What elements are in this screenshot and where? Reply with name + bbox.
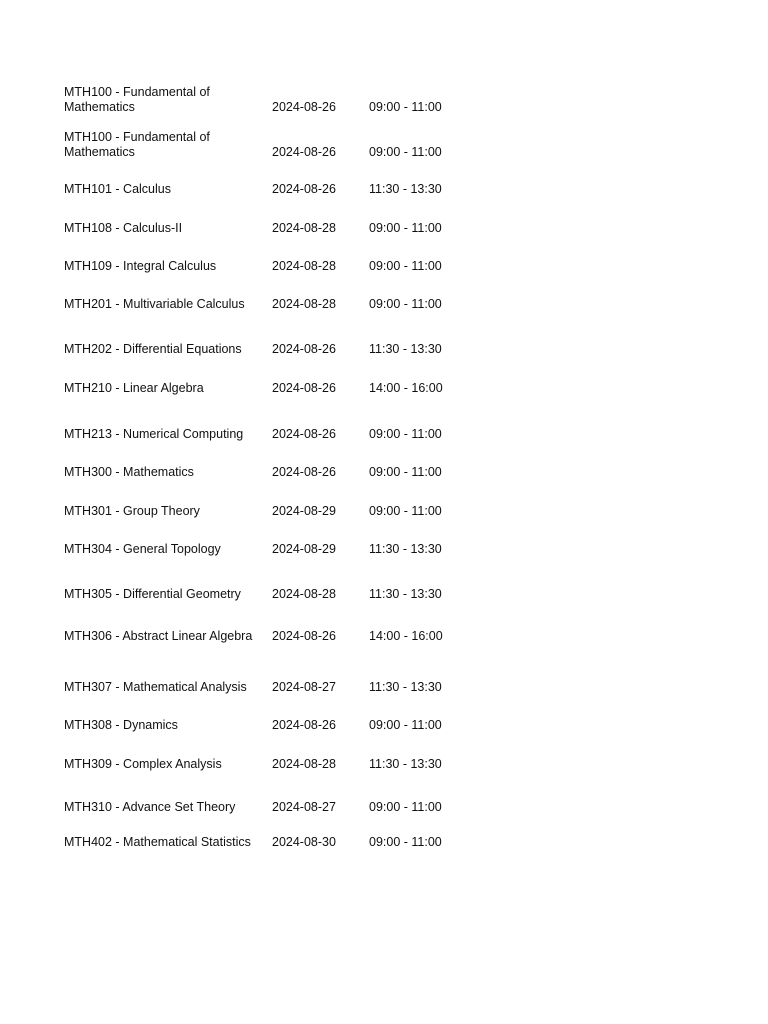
table-row <box>0 182 768 197</box>
exam-date: 2024-08-26 <box>272 145 336 159</box>
course-name: MTH109 - Integral Calculus <box>64 259 217 273</box>
exam-date: 2024-08-26 <box>272 342 336 356</box>
exam-time: 11:30 - 13:30 <box>369 587 442 601</box>
exam-time: 09:00 - 11:00 <box>369 427 442 441</box>
table-row <box>0 427 768 442</box>
course-name: MTH402 - Mathematical Statistics <box>64 835 251 849</box>
exam-date: 2024-08-26 <box>272 718 336 732</box>
exam-time: 09:00 - 11:00 <box>369 718 442 732</box>
table-row <box>0 587 768 602</box>
exam-time: 11:30 - 13:30 <box>369 757 442 771</box>
table-row <box>0 542 768 557</box>
table-row <box>0 800 768 815</box>
exam-date: 2024-08-28 <box>272 221 336 235</box>
exam-date: 2024-08-26 <box>272 381 336 395</box>
course-name: MTH100 - Fundamental of Mathematics <box>64 85 210 114</box>
exam-time: 09:00 - 11:00 <box>369 465 442 479</box>
exam-date: 2024-08-26 <box>272 100 336 114</box>
course-name: MTH305 - Differential Geometry <box>64 587 241 601</box>
course-name: MTH210 - Linear Algebra <box>64 381 204 395</box>
exam-date: 2024-08-27 <box>272 680 336 694</box>
table-row <box>0 465 768 480</box>
course-name: MTH201 - Multivariable Calculus <box>64 297 245 311</box>
exam-time: 14:00 - 16:00 <box>369 381 443 395</box>
exam-date: 2024-08-27 <box>272 800 336 814</box>
course-name: MTH100 - Fundamental of Mathematics <box>64 130 210 159</box>
exam-date: 2024-08-28 <box>272 757 336 771</box>
exam-time: 11:30 - 13:30 <box>369 182 442 196</box>
course-name: MTH304 - General Topology <box>64 542 221 556</box>
exam-time: 09:00 - 11:00 <box>369 504 442 518</box>
course-name: MTH202 - Differential Equations <box>64 342 242 356</box>
exam-time: 09:00 - 11:00 <box>369 835 442 849</box>
exam-date: 2024-08-26 <box>272 182 336 196</box>
table-row <box>0 680 768 695</box>
table-row <box>0 297 768 312</box>
exam-date: 2024-08-29 <box>272 504 336 518</box>
exam-time: 14:00 - 16:00 <box>369 629 443 643</box>
course-name: MTH101 - Calculus <box>64 182 171 196</box>
exam-date: 2024-08-29 <box>272 542 336 556</box>
course-name: MTH213 - Numerical Computing <box>64 427 244 441</box>
exam-date: 2024-08-30 <box>272 835 336 849</box>
exam-date: 2024-08-28 <box>272 259 336 273</box>
course-name: MTH108 - Calculus-II <box>64 221 183 235</box>
exam-time: 11:30 - 13:30 <box>369 342 442 356</box>
exam-time: 09:00 - 11:00 <box>369 800 442 814</box>
exam-date: 2024-08-26 <box>272 465 336 479</box>
exam-time: 11:30 - 13:30 <box>369 680 442 694</box>
table-row <box>0 221 768 236</box>
exam-time: 09:00 - 11:00 <box>369 145 442 159</box>
course-name: MTH306 - Abstract Linear Algebra <box>64 629 253 643</box>
course-name: MTH309 - Complex Analysis <box>64 757 222 771</box>
exam-time: 09:00 - 11:00 <box>369 221 442 235</box>
table-row <box>0 629 768 644</box>
course-name: MTH301 - Group Theory <box>64 504 200 518</box>
table-row <box>0 835 768 850</box>
table-row <box>0 718 768 733</box>
course-name: MTH300 - Mathematics <box>64 465 194 479</box>
exam-time: 11:30 - 13:30 <box>369 542 442 556</box>
exam-time: 09:00 - 11:00 <box>369 297 442 311</box>
table-row <box>0 84 768 115</box>
table-row <box>0 381 768 396</box>
table-row <box>0 504 768 519</box>
table-row <box>0 129 768 160</box>
exam-time: 09:00 - 11:00 <box>369 259 442 273</box>
exam-time: 09:00 - 11:00 <box>369 100 442 114</box>
table-row <box>0 259 768 274</box>
exam-date: 2024-08-28 <box>272 587 336 601</box>
course-name: MTH308 - Dynamics <box>64 718 178 732</box>
exam-date: 2024-08-28 <box>272 297 336 311</box>
exam-date: 2024-08-26 <box>272 629 336 643</box>
exam-date: 2024-08-26 <box>272 427 336 441</box>
table-row <box>0 342 768 357</box>
course-name: MTH310 - Advance Set Theory <box>64 800 236 814</box>
course-name: MTH307 - Mathematical Analysis <box>64 680 247 694</box>
table-row <box>0 757 768 772</box>
